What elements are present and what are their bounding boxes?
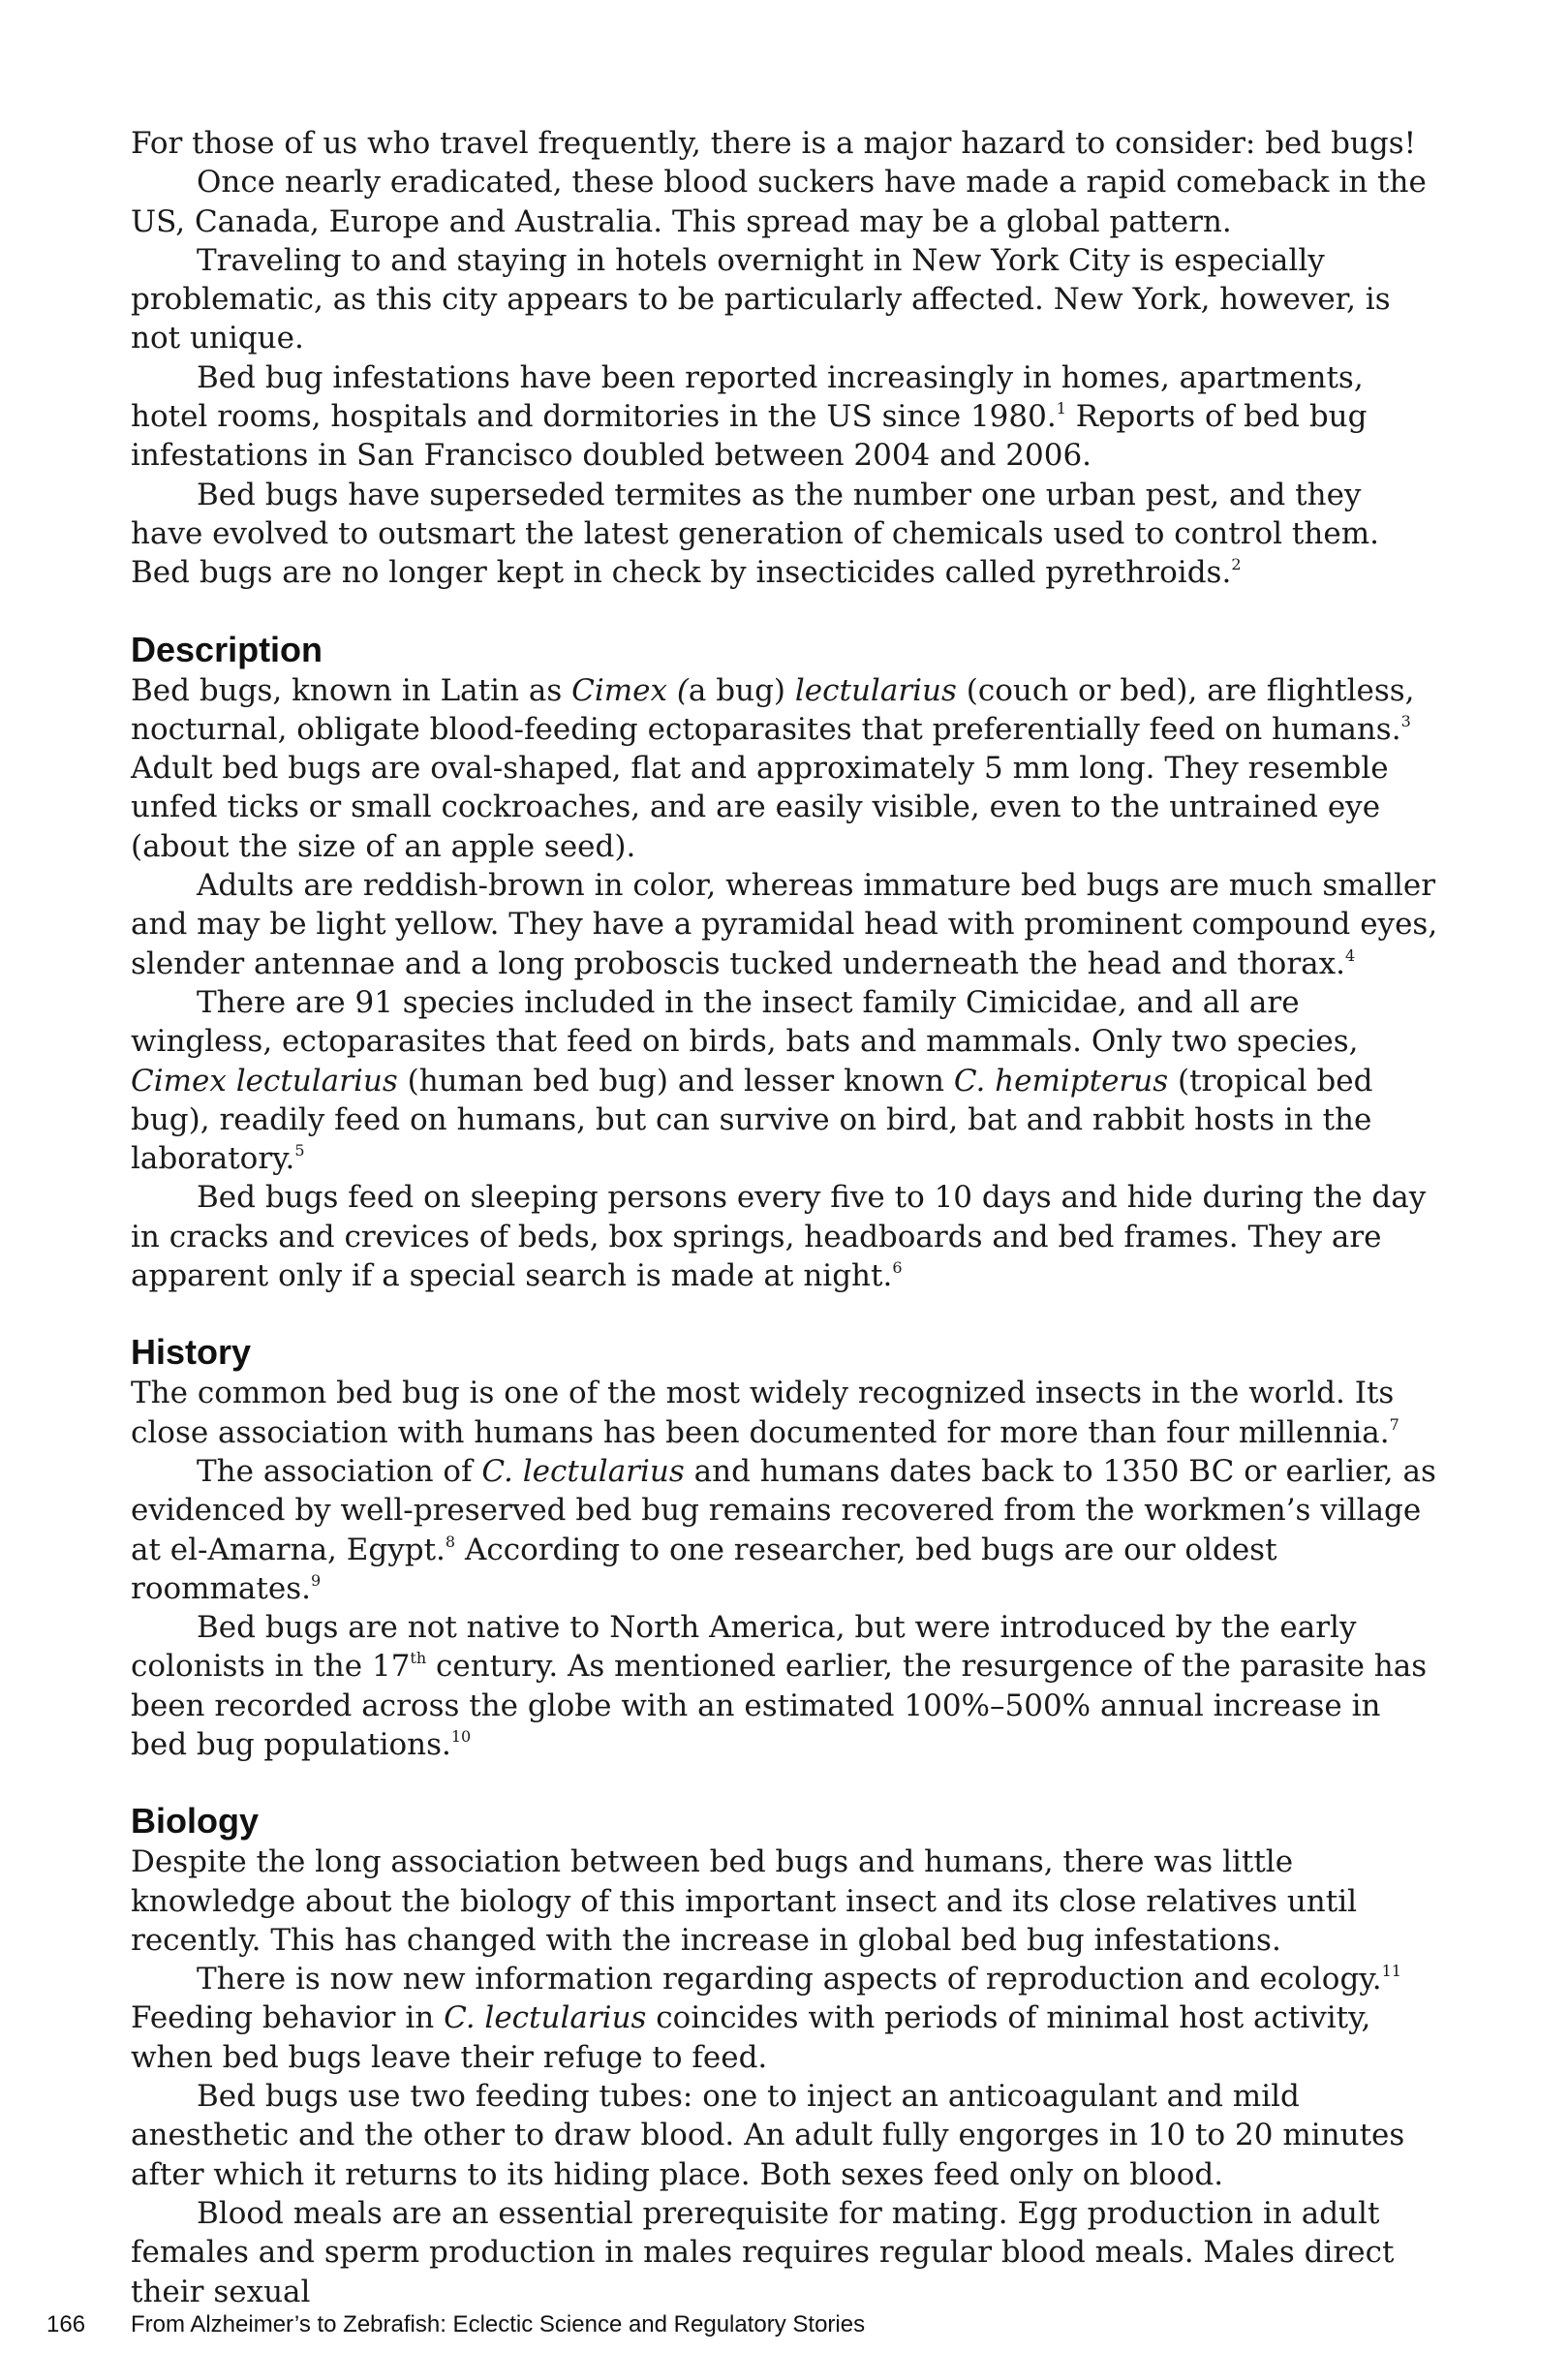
ordinal-suffix: th: [410, 1649, 427, 1668]
footnote-ref: 8: [445, 1532, 456, 1551]
page-footer: [46, 2311, 1306, 2338]
biology-paragraph-2: There is now new information regarding aspects of reproduction and ecology.$^{11}$ Feeding behavior in C. lectularius coincides with periods of minimal host activity, when bed bugs leave their refuge to feed.: [131, 1962, 1401, 2075]
description-paragraph-2: Adults are reddish-brown in color, whereas immature bed bugs are much smaller and may be light yellow. They have a pyramidal head with prominent compound eyes, slender antennae and a long proboscis tucked underneath the head and thorax.$^4$: [131, 868, 1438, 981]
intro-paragraph-1: For those of us who travel frequently, there is a major hazard to consider: bed bugs!: [131, 126, 1417, 161]
intro-paragraph-4: Bed bug infestations have been reported increasingly in homes, apartments, hotel rooms, hospitals and dormitories in the US since 1980.$^1$ Reports of bed bug infestations in San Francisco doubled between 2004 and 2006.: [131, 359, 1368, 474]
biology-paragraph-4: Blood meals are an essential prerequisite for mating. Egg production in adult females and sperm production in males requires regular blood meals. Males direct their sexual: [131, 2195, 1395, 2309]
intro-paragraph-3: Traveling to and staying in hotels overnight in New York City is especially problematic, as this city appears to be particularly affected. New York, however, is not unique.: [131, 242, 1391, 356]
footnote-ref: 2: [1231, 555, 1242, 574]
description-paragraph-3: There are 91 species included in the insect family Cimicidae, and all are wingless, ectoparasites that feed on birds, bats and mammals. Only two species, Cimex lectularius (human bed bug) and lesser known C. hemipterus (tropical bed bug), readily feed on humans, but can survive on bird, bat and rabbit hosts in the laboratory.$^5$: [131, 984, 1373, 1177]
description-paragraph-4: Bed bugs feed on sleeping persons every five to 10 days and hide during the day in cracks and crevices of beds, box springs, headboards and bed frames. They are apparent only if a special search is made at night.$^6$: [131, 1180, 1427, 1294]
history-paragraph-2: The association of C. lectularius and humans dates back to 1350 BC or earlier, as evidenced by well-preserved bed bug remains recovered from the workmen’s village at el-Amarna, Egypt.$^8$ According to one researcher, bed bugs are our oldest roommates.$^9$: [131, 1453, 1436, 1606]
biology-paragraph-3: Bed bugs use two feeding tubes: one to inject an anticoagulant and mild anesthetic and the other to draw blood. An adult fully engorges in 10 to 20 minutes after which it returns to its hiding place. Both sexes feed only on blood.: [131, 2079, 1405, 2192]
section-heading-biology: Biology: [131, 1801, 259, 1842]
description-paragraph-1: Bed bugs, known in Latin as Cimex (a bug) lectularius (couch or bed), are flightless, nocturnal, obligate blood-feeding ectoparasites that preferentially feed on humans.$^3$ Adult bed bugs are oval-shaped, flat and approximately 5 mm long. They resemble unfed ticks or small cockroaches, and are easily visible, even to the untrained eye (about the size of an apple seed).: [131, 672, 1415, 864]
page-body: [131, 124, 1438, 2311]
footnote-ref: 3: [1400, 711, 1411, 730]
footnote-ref: 6: [892, 1258, 903, 1278]
section-heading-history: History: [131, 1332, 252, 1373]
footnote-ref: 7: [1389, 1414, 1399, 1434]
footnote-ref: 11: [1381, 1962, 1401, 1981]
history-paragraph-3: Bed bugs are not native to North America, but were introduced by the early colonists in the 17th century. As mentioned earlier, the resurgence of the parasite has been recorded across the globe with an estimated 100%–500% annual increase in bed bug populations.$^{10}$: [131, 1610, 1428, 1762]
intro-paragraph-5: Bed bugs have superseded termites as the number one urban pest, and they have evolved to outsmart the latest generation of chemicals used to control them. Bed bugs are no longer kept in check by insecticides called pyrethroids.$^2$: [131, 477, 1379, 591]
page-number: 166: [46, 2311, 86, 2338]
section-heading-description: Description: [131, 629, 323, 669]
footnote-ref: 4: [1344, 945, 1356, 965]
intro-paragraph-2: Once nearly eradicated, these blood suckers have made a rapid comeback in the US, Canada, Europe and Australia. This spread may be a global pattern.: [131, 165, 1427, 239]
running-title: From Alzheimer’s to Zebrafish: Eclectic Science and Regulatory Stories: [131, 2311, 866, 2338]
history-paragraph-1: The common bed bug is one of the most widely recognized insects in the world. Its close association with humans has been documented for more than four millennia.$^7$: [131, 1376, 1399, 1450]
footnote-ref: 10: [450, 1726, 472, 1746]
footnote-ref: 5: [294, 1141, 305, 1161]
biology-paragraph-1: Despite the long association between bed bugs and humans, there was little knowledge about the biology of this important insect and its close relatives until recently. This has changed with the increase in global bed bug infestations.: [131, 1844, 1358, 1958]
footnote-ref: 1: [1056, 399, 1066, 418]
footnote-ref: 9: [311, 1570, 322, 1590]
